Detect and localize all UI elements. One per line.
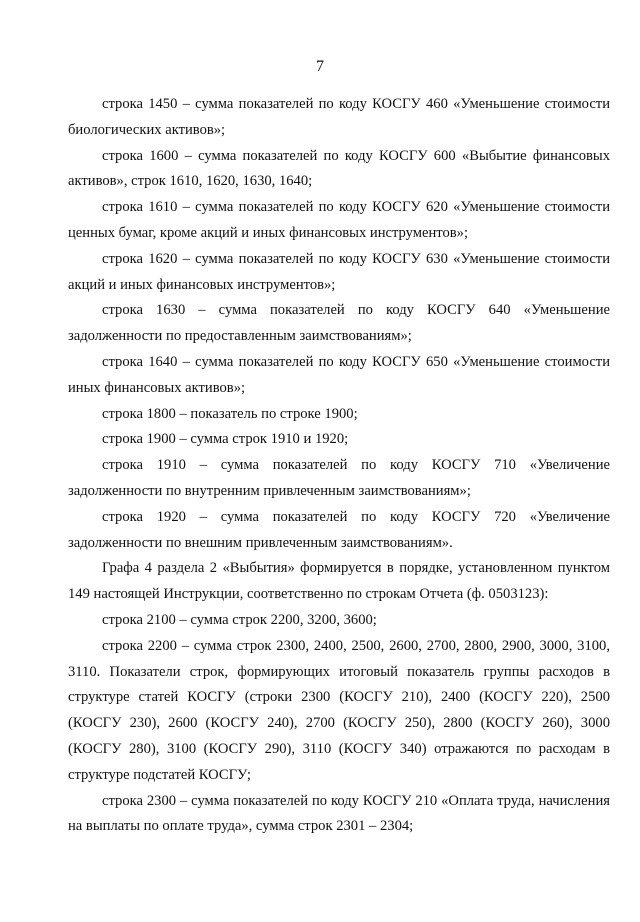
- paragraph-line-1800: строка 1800 – показатель по строке 1900;: [102, 405, 358, 422]
- paragraph-line-2200: строка 2200 – сумма строк 2300, 2400, 2500, 2600, 2700, 2800, 2900, 3000, 3100, 3110. Показатели строк, формирующих итоговый показатель группы расходов в структуре статей КОСГУ (строки 2300 (КОСГУ 210), 2400 (КОСГУ 220), 2500 (КОСГУ 230), 2600 (КОСГУ 240), 2700 (КОСГУ 250), 2800 (КОСГУ 260), 3000 (КОСГУ 280), 3100 (КОСГУ 290), 3110 (КОСГУ 340) отражаются по расходам в структуре подстатей КОСГУ;: [68, 637, 610, 783]
- paragraph-column-4-section-2: Графа 4 раздела 2 «Выбытия» формируется в порядке, установленном пунктом 149 настоящей Инструкции, соответственно по строкам Отчета (ф. 0503123):: [68, 560, 610, 603]
- paragraph-line-2300: строка 2300 – сумма показателей по коду КОСГУ 210 «Оплата труда, начисления на выплаты по оплате труда», сумма строк 2301 – 2304;: [68, 792, 610, 835]
- paragraph-line-1640: строка 1640 – сумма показателей по коду КОСГУ 650 «Уменьшение стоимости иных финансовых активов»;: [68, 353, 610, 396]
- paragraph-line-1910: строка 1910 – сумма показателей по коду КОСГУ 710 «Увеличение задолженности по внутренним привлеченным заимствованиям»;: [68, 457, 610, 499]
- paragraph-line-1630: строка 1630 – сумма показателей по коду КОСГУ 640 «Уменьшение задолженности по предоставленным заимствованиям»;: [68, 302, 610, 345]
- paragraph-line-1610: строка 1610 – сумма показателей по коду КОСГУ 620 «Уменьшение стоимости ценных бумаг, кроме акций и иных финансовых инструментов»;: [68, 199, 610, 241]
- paragraph-line-2100: строка 2100 – сумма строк 2200, 3200, 3600;: [102, 611, 377, 628]
- paragraph-line-1620: строка 1620 – сумма показателей по коду КОСГУ 630 «Уменьшение стоимости акций и иных финансовых инструментов»;: [68, 250, 610, 293]
- paragraph-line-1920: строка 1920 – сумма показателей по коду КОСГУ 720 «Увеличение задолженности по внешним привлеченным заимствованиям».: [68, 508, 610, 551]
- document-body: [68, 92, 610, 840]
- page-number: 7: [316, 58, 324, 75]
- paragraph-line-1450: строка 1450 – сумма показателей по коду КОСГУ 460 «Уменьшение стоимости биологических активов»;: [68, 96, 610, 138]
- paragraph-line-1600: строка 1600 – сумма показателей по коду КОСГУ 600 «Выбытие финансовых активов», строк 1610, 1620, 1630, 1640;: [68, 147, 610, 190]
- paragraph-line-1900: строка 1900 – сумма строк 1910 и 1920;: [102, 431, 349, 448]
